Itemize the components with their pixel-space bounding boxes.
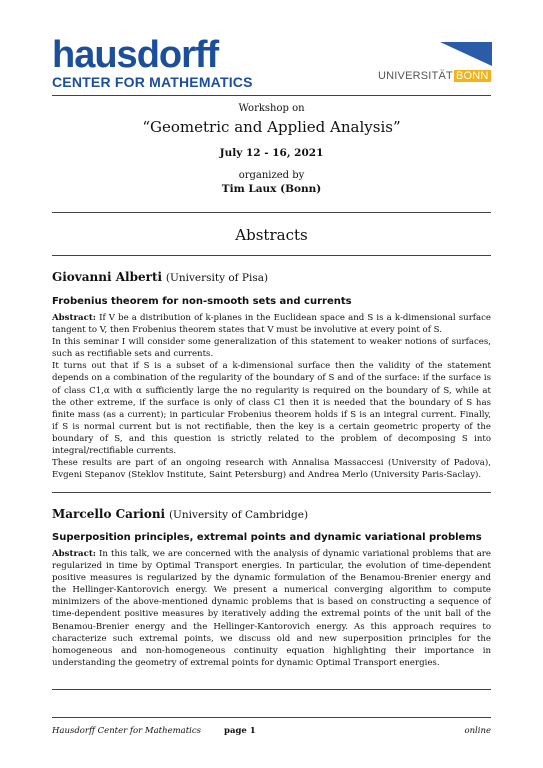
abstract-paragraph: It turns out that if S is a subset of a k-dimensional surface then the validity of the statement depends on a combination of the regularity of the boundary of S and of the surface: if the surface is of class C1,α with α sufficiently large the no regularity is required on the boundary of S, while at the other extreme, if the surface is only of class C1 then it is needed that the boundary of S has finite mass (as a current); in particular Frobenius theorem holds if S is an integral current. Finally, if S is normal current but is not rectifiable, then the key is a certain geometric property of the boundary of S, and this question is strictly related to the problem of decomposing S into integral/rectifiable currents. bbox=[52, 361, 491, 457]
abstract-text: If V be a distribution of k-planes in the Euclidean space and S is a k-dimensional surface tangent to V, then Frobenius theorem states that V must be involutive at every point of S. bbox=[52, 313, 492, 336]
footer-divider bbox=[52, 717, 491, 718]
logo-subtitle: CENTER FOR MATHEMATICS bbox=[52, 74, 253, 90]
bonn-city-label: BONN bbox=[455, 70, 489, 82]
abstract-text: In this talk, we are concerned with the analysis of dynamic variational problems that are regularized in time by Optimal Transport energies. In particular, the evolution of time-dependent positive measures is regularized by the dynamic formulation of the Benamou-Brenier energy and the Hellinger-Kantorovich energy. We present a numerical converging algorithm to compute minimizers of the above-mentioned dynamic problems that is based on constructing a sequence of time-dependent positive measures by iteratively adding the extremal points of the unit ball of the Benamou-Brenier energy and the Hellinger-Kantorovich energy. As this approach requires to characterize such extremal points, we discuss old and new superposition principles for the homogeneous and non-homogeneous continuity equation highlighting their importance in understanding the geometry of extremal points for dynamic Optimal Transport energies. bbox=[52, 549, 492, 668]
organizer-name: Tim Laux (Bonn) bbox=[221, 183, 322, 195]
abstract-body bbox=[52, 548, 491, 669]
speaker-heading bbox=[52, 270, 268, 284]
divider bbox=[52, 212, 491, 213]
bonn-university-label: UNIVERSITÄT bbox=[378, 70, 453, 82]
abstract-body bbox=[52, 312, 491, 481]
talk-title: Superposition principles, extremal points and dynamic variational problems bbox=[52, 532, 482, 543]
talk-title: Frobenius theorem for non-smooth sets and currents bbox=[52, 296, 352, 307]
organized-by-label: organized by bbox=[238, 170, 305, 181]
divider bbox=[52, 689, 491, 690]
divider bbox=[52, 95, 491, 96]
divider bbox=[52, 255, 491, 256]
abstract-paragraph: In this seminar I will consider some generalization of this statement to weaker notions of surfaces, such as rectifiable sets and currents. bbox=[52, 337, 491, 360]
abstract-label: Abstract: bbox=[52, 313, 96, 323]
logo-wordmark: hausdorff bbox=[52, 34, 219, 76]
workshop-intro: Workshop on bbox=[238, 103, 305, 114]
section-title: Abstracts bbox=[235, 226, 308, 244]
footer-page-number: page 1 bbox=[224, 726, 256, 736]
hausdorff-logo bbox=[52, 34, 253, 90]
speaker-affiliation: (University of Pisa) bbox=[165, 272, 269, 284]
speaker-name: Giovanni Alberti bbox=[52, 270, 163, 284]
workshop-dates: July 12 - 16, 2021 bbox=[219, 147, 324, 159]
speaker-heading bbox=[52, 507, 308, 521]
workshop-title: “Geometric and Applied Analysis” bbox=[142, 118, 401, 136]
bonn-logo-text bbox=[378, 70, 491, 82]
abstract-paragraph bbox=[52, 312, 491, 336]
speaker-name: Marcello Carioni bbox=[52, 507, 166, 521]
divider bbox=[52, 492, 491, 493]
abstract-label: Abstract: bbox=[52, 549, 96, 559]
footer-mode: online bbox=[464, 726, 491, 736]
footer-institution: Hausdorff Center for Mathematics bbox=[52, 726, 201, 736]
abstract-paragraph bbox=[52, 548, 491, 669]
speaker-affiliation: (University of Cambridge) bbox=[168, 509, 309, 521]
bonn-logo-triangle bbox=[440, 42, 492, 66]
abstract-paragraph: These results are part of an ongoing research with Annalisa Massaccesi (University of Padova), Evgeni Stepanov (Steklov Institute, Saint Petersburg) and Andrea Merlo (University Paris-Saclay). bbox=[52, 458, 491, 481]
